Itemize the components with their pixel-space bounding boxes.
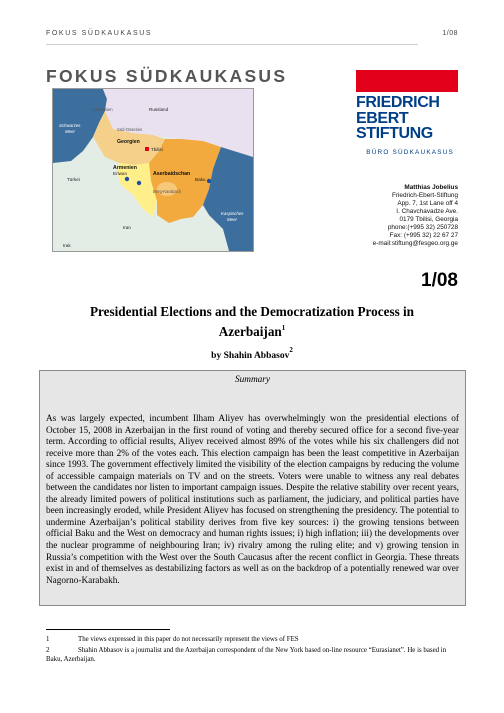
map-label-baku: Baku	[195, 177, 206, 182]
contact-block	[308, 184, 458, 248]
contact-line: I. Chavchavadze Ave.	[396, 208, 458, 215]
contact-name: Matthias Jobelius	[404, 184, 458, 191]
running-header	[46, 30, 458, 42]
map-label-kaspisches-meer: Meer	[227, 217, 238, 222]
publication-title: FOKUS SÜDKAUKASUS	[46, 66, 288, 86]
footnote-ref-1[interactable]: 1	[281, 324, 286, 332]
summary-heading: Summary	[234, 375, 271, 385]
map-label-russland: Russland	[149, 107, 169, 112]
contact-phone: phone:(+995 32) 250728	[387, 224, 458, 231]
map-label-berg-karabach: Berg-Karabach	[153, 189, 182, 194]
byline	[46, 346, 458, 361]
caucasus-map	[52, 88, 254, 252]
footnote-text: The views expressed in this paper do not necessarily represent the views of FES	[78, 636, 299, 643]
map-label-aserbaidschan: Aserbaidschan	[153, 171, 191, 177]
map-tbilisi-marker	[145, 147, 149, 151]
map-label-kaspisches: Kaspisches	[221, 211, 244, 216]
contact-line: App. 7, 1st Lane off 4	[397, 200, 458, 207]
footnote-2	[46, 646, 458, 664]
map-label-tbilisi: Tbilisi	[151, 147, 163, 152]
fes-office-name: BÜRO SÜDKAUKASUS	[366, 148, 454, 156]
article-title-country: Azerbaijan	[218, 324, 282, 339]
map-label-tuerkei: Türkei	[67, 177, 80, 182]
map-label-schwarzes: Schwarzes	[59, 123, 81, 128]
contact-line: 0179 Tbilisi, Georgia	[399, 216, 458, 223]
fes-logo-red-bar	[356, 70, 458, 92]
map-marker-2	[137, 181, 141, 185]
article-title	[46, 304, 458, 340]
fes-logo-line-3: STIFTUNG	[356, 125, 433, 142]
fes-logo-wordmark	[356, 95, 458, 142]
map-label-iran: Iran	[123, 225, 131, 230]
map-label-eriwan: Eriwan	[113, 171, 128, 176]
map-label-armenien: Armenien	[113, 165, 137, 171]
contact-email[interactable]: e-mail:stiftung@fesgeo.org.ge	[372, 240, 458, 247]
contact-fax: Fax: (+995 32) 22 67 27	[389, 232, 458, 239]
article-title-line-2	[46, 320, 458, 340]
contact-line: Friedrich-Ebert-Stiftung	[391, 192, 458, 199]
caucasus-map-graphic	[53, 89, 253, 251]
map-label-abkhazien: Abchasien	[93, 107, 113, 112]
map-label-sued-ossetien: Süd-Ossetien	[117, 127, 143, 132]
issue-number: 1/08	[421, 270, 458, 291]
footnote-number: 2	[46, 647, 50, 654]
summary-box	[39, 370, 466, 606]
footnote-text: Shahin Abbasov is a journalist and the Azerbaijan correspondent of the New York based on-line resource “Eurasianet”. He is based in Baku, Azerbaijan.	[46, 647, 447, 663]
footnote-divider	[46, 629, 170, 630]
footnote-ref-2[interactable]: 2	[289, 346, 293, 354]
map-label-irak: Irak	[63, 243, 71, 248]
footnote-number: 1	[46, 636, 50, 643]
footnote-1	[46, 635, 458, 644]
map-baku-marker	[207, 179, 211, 183]
fes-logo-line-2: EBERT	[356, 109, 409, 127]
header-divider	[46, 44, 418, 45]
fes-logo	[356, 70, 458, 156]
running-title: FOKUS SÜDKAUKASUS	[46, 30, 153, 37]
map-eriwan-marker	[125, 177, 129, 181]
fes-logo-line-1: FRIEDRICH	[356, 94, 440, 111]
map-label-schwarzes-meer: Meer	[65, 129, 76, 134]
article-title-line-1: Presidential Elections and the Democratization Process in	[89, 304, 415, 319]
page-label: 1/08	[442, 30, 458, 37]
byline-author: by Shahin Abbasov	[211, 351, 290, 361]
summary-text: As was largely expected, incumbent Ilham Aliyev has overwhelmingly won the presidential elections of October 15, 2008 in Azerbaijan in the first round of voting and thereby secured office for a second five-year term. According to official results, Aliyev received almost 89% of the votes while his six challengers did not receive more than 2% of the votes each. This election campaign has been the least competitive in Azerbaijan since 1993. The government effectively limited the visibility of the election campaigns by reducing the volume of accessible campaign materials on TV and on the streets. Voters were unable to witness any real debates between the candidates nor listen to important campaign issues. Despite the relative stability over recent years, the already limited powers of political institutions such as parliament, the judiciary, and political parties have been increasingly eroded, while President Aliyev has focused on strengthening the presidency. The potential to undermine Azerbaijan’s political stability derives from five key sources: i) the growing tensions between official Baku and the West on democracy and human rights issues; i) high inflation; iii) the developments over the nuclear programme of neighbouring Iran; iv) rivalry among the ruling elite; and v) growing tension in Russia’s competition with the West over the South Caucasus after the recent conflict in Georgia. These threats exist in and of themselves as destabilizing factors as well as on the backdrop of a potentially renewed war over Nagorno-Karabakh.	[46, 414, 459, 586]
map-label-georgien: Georgien	[117, 139, 140, 145]
